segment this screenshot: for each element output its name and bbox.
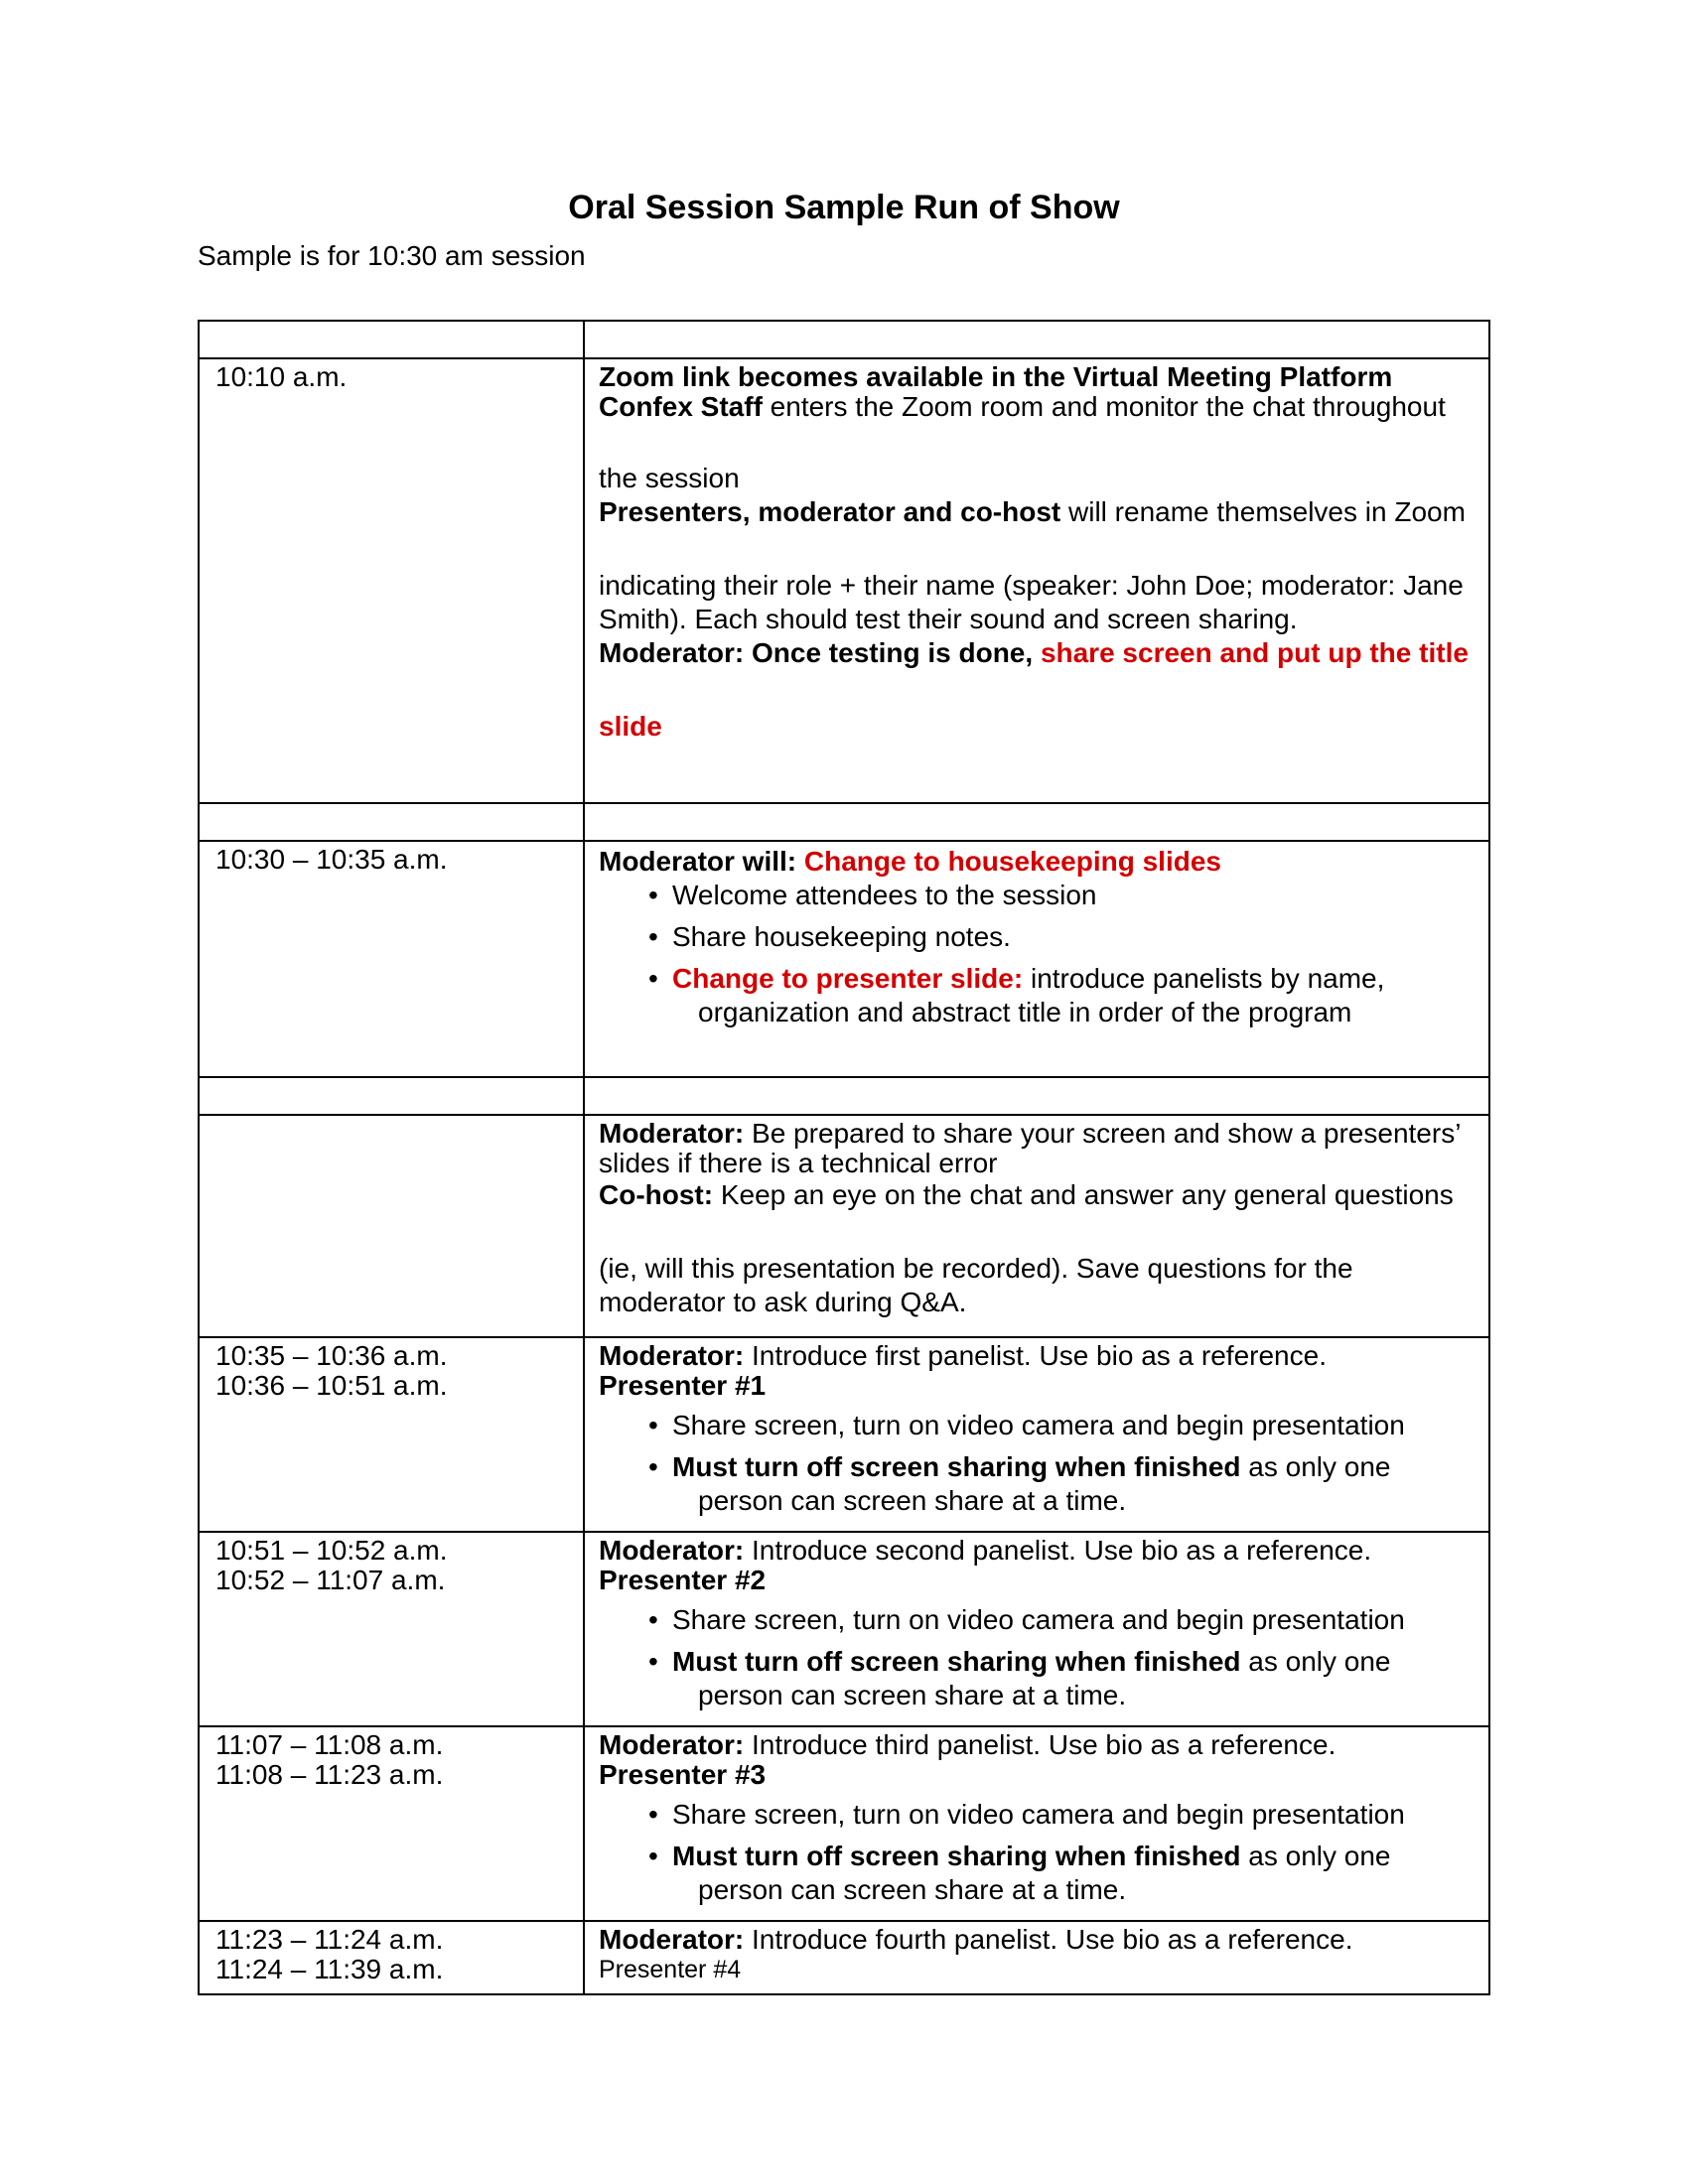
list-item: • Change to presenter slide: introduce panelists by name, organization and abstract title in order of the program — [648, 963, 1385, 1027]
desc-line: Moderator: Introduce first panelist. Use bio as a reference. — [599, 1340, 1327, 1371]
table-row — [199, 841, 1489, 1077]
table-row — [199, 358, 1489, 803]
description-cell — [584, 841, 1489, 1077]
table-row — [199, 1921, 1489, 1994]
time-cell — [199, 1921, 584, 1994]
bullet-list — [599, 1603, 1475, 1712]
time-label: 11:07 – 11:08 a.m. — [215, 1729, 444, 1760]
table-row — [199, 1532, 1489, 1726]
desc-line: (ie, will this presentation be recorded). Save questions for the — [599, 1253, 1353, 1284]
time-cell — [199, 1337, 584, 1532]
desc-line: Co-host: Keep an eye on the chat and answer any general questions — [599, 1179, 1454, 1210]
desc-line: indicating their role + their name (speaker: John Doe; moderator: Jane — [599, 570, 1464, 601]
desc-line — [599, 392, 1475, 422]
desc-line: Moderator: Be prepared to share your screen and show a presenters’ — [599, 1118, 1462, 1149]
empty-cell — [584, 1077, 1489, 1115]
time-label: 10:36 – 10:51 a.m. — [215, 1370, 448, 1401]
list-item: • Welcome attendees to the session — [648, 880, 1097, 910]
desc-text: will rename themselves in Zoom — [1060, 496, 1466, 527]
highlight-text: Change to housekeeping slides — [803, 846, 1221, 877]
role-label: Moderator: — [599, 1340, 745, 1371]
empty-cell — [199, 1077, 584, 1115]
time-label: 10:51 – 10:52 a.m. — [215, 1535, 448, 1566]
empty-cell — [584, 321, 1489, 358]
time-label: 10:35 – 10:36 a.m. — [215, 1340, 448, 1371]
time-label: 11:08 – 11:23 a.m. — [215, 1759, 444, 1790]
role-label: Confex Staff — [599, 391, 763, 422]
role-label: Moderator: — [599, 1118, 745, 1149]
presenter-label: Presenter #3 — [599, 1759, 767, 1790]
time-label: 11:24 – 11:39 a.m. — [215, 1954, 444, 1984]
role-label: Moderator: — [599, 1924, 745, 1955]
description-cell — [584, 1921, 1489, 1994]
desc-text: enters the Zoom room and monitor the chat throughout — [762, 391, 1446, 422]
page-subtitle: Sample is for 10:30 am session — [198, 240, 586, 271]
time-cell — [199, 1532, 584, 1726]
description-cell — [584, 1337, 1489, 1532]
role-label: Moderator will: — [599, 846, 804, 877]
desc-line: moderator to ask during Q&A. — [599, 1287, 967, 1317]
description-cell — [584, 1532, 1489, 1726]
highlight-text: Change to presenter slide: — [672, 963, 1024, 994]
highlight-text: slide — [599, 711, 662, 742]
description-cell — [584, 1726, 1489, 1921]
desc-line — [599, 636, 1475, 670]
table-row — [199, 1726, 1489, 1921]
list-item: • Share housekeeping notes. — [648, 921, 1011, 952]
highlight-text: share screen and put up the title — [1040, 637, 1469, 668]
description-cell — [584, 1115, 1489, 1337]
table-row — [199, 1115, 1489, 1337]
time-label: 11:23 – 11:24 a.m. — [215, 1924, 444, 1955]
desc-line: Smith). Each should test their sound and screen sharing. — [599, 604, 1298, 634]
spacer-row — [199, 803, 1489, 841]
time-cell — [199, 358, 584, 803]
desc-line: Moderator: Introduce third panelist. Use bio as a reference. — [599, 1729, 1336, 1760]
presenter-label: Presenter #1 — [599, 1370, 767, 1401]
empty-cell — [199, 321, 584, 358]
bullet-list — [599, 879, 1475, 1029]
time-cell — [199, 841, 584, 1077]
role-label: Moderator: Once testing is done, — [599, 637, 1041, 668]
desc-line: slides if there is a technical error — [599, 1148, 998, 1178]
role-label: Co-host: — [599, 1179, 714, 1210]
time-label: 10:30 – 10:35 a.m. — [215, 844, 448, 875]
empty-cell — [199, 803, 584, 841]
desc-line: Moderator: Introduce fourth panelist. Use bio as a reference. — [599, 1924, 1353, 1955]
page-title: Oral Session Sample Run of Show — [568, 189, 1120, 226]
list-item: • Share screen, turn on video camera and begin presentation — [648, 1410, 1405, 1440]
role-label: Presenters, moderator and co-host — [599, 496, 1061, 527]
list-item: • Must turn off screen sharing when finished as only one person can screen share at a time. — [648, 1841, 1391, 1905]
list-item: • Share screen, turn on video camera and begin presentation — [648, 1604, 1405, 1635]
description-cell — [584, 358, 1489, 803]
role-label: Moderator: — [599, 1729, 745, 1760]
presenter-label: Presenter #2 — [599, 1565, 767, 1595]
presenter-label: Presenter #4 — [599, 1956, 742, 1983]
time-label: 10:10 a.m. — [215, 361, 348, 392]
run-of-show-table — [198, 320, 1490, 1995]
bullet-list — [599, 1409, 1475, 1518]
table-row — [199, 1337, 1489, 1532]
desc-line: the session — [599, 463, 740, 493]
list-item: • Must turn off screen sharing when finished as only one person can screen share at a time. — [648, 1451, 1391, 1516]
time-cell — [199, 1726, 584, 1921]
desc-line — [599, 845, 1475, 879]
list-item: • Share screen, turn on video camera and begin presentation — [648, 1799, 1405, 1830]
spacer-row — [199, 1077, 1489, 1115]
role-label: Moderator: — [599, 1535, 745, 1566]
table-header-row — [199, 321, 1489, 358]
time-cell — [199, 1115, 584, 1337]
desc-line — [599, 495, 1475, 529]
empty-cell — [584, 803, 1489, 841]
desc-line: Moderator: Introduce second panelist. Use bio as a reference. — [599, 1535, 1372, 1566]
desc-line: Zoom link becomes available in the Virtual Meeting Platform — [599, 361, 1393, 392]
bullet-list — [599, 1798, 1475, 1907]
time-label: 10:52 – 11:07 a.m. — [215, 1565, 446, 1595]
list-item: • Must turn off screen sharing when finished as only one person can screen share at a time. — [648, 1646, 1391, 1710]
